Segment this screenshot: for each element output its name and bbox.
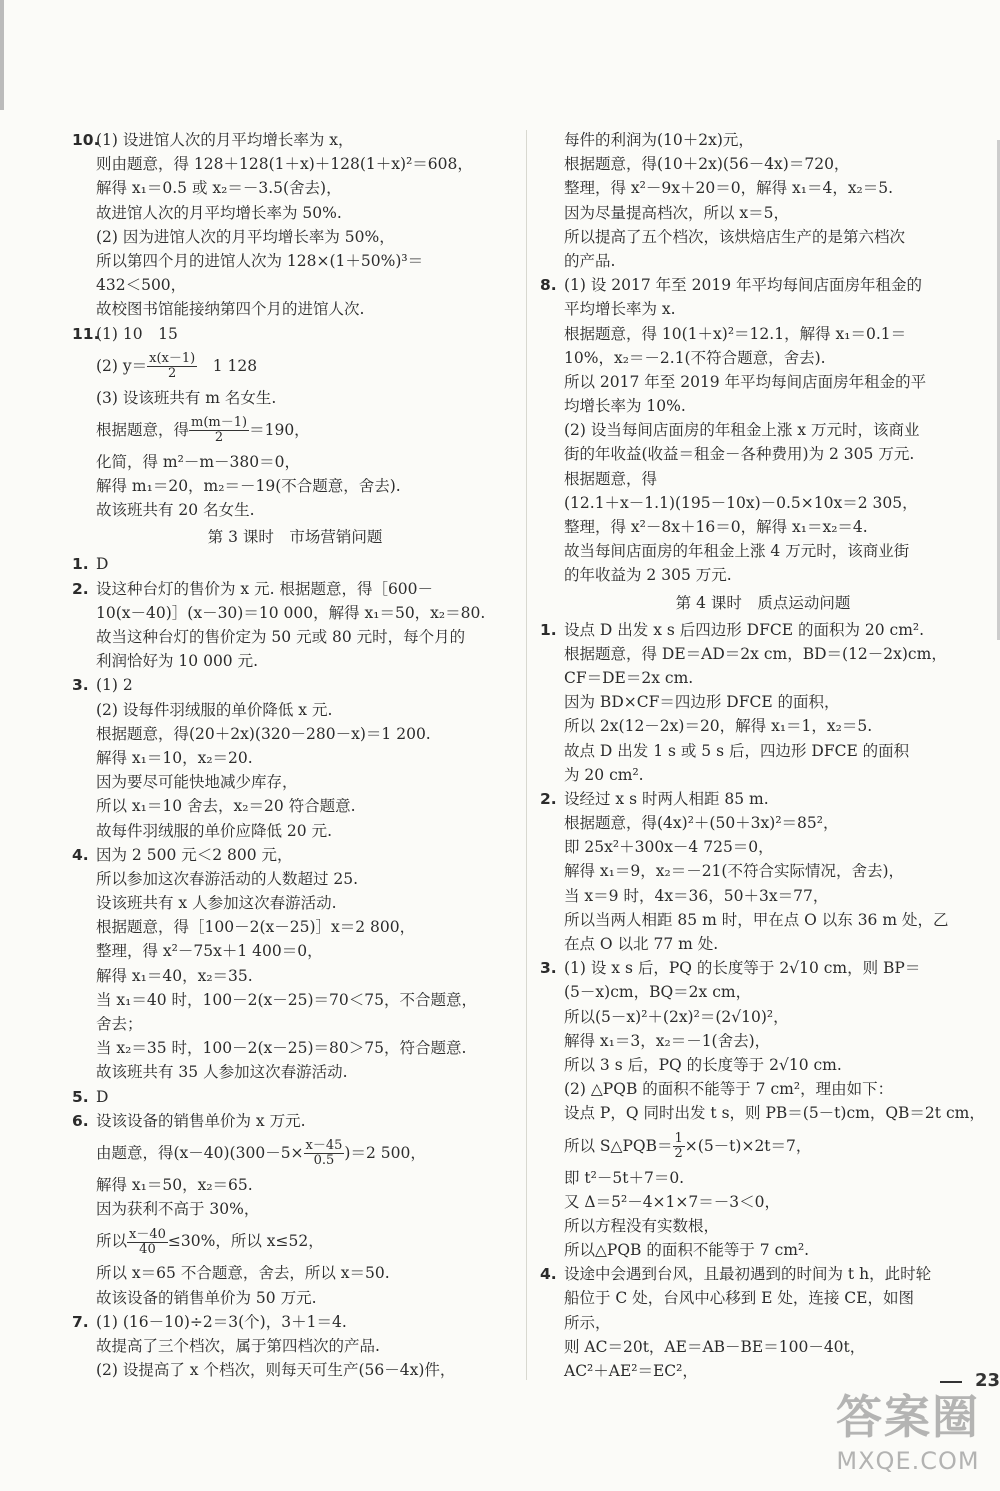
question-line — [72, 552, 510, 576]
formula-prefix: 所以 — [96, 1232, 128, 1251]
answer-line: 故该班共有 20 名女生. — [96, 501, 255, 520]
question-number: 2. — [540, 789, 557, 808]
answer-line: 根据题意，得(20＋2x)(320－280－x)＝1 200. — [96, 724, 431, 743]
question-line — [540, 618, 978, 642]
answer-text: (1) 设进馆人次的月平均增长率为 x， — [96, 131, 354, 149]
question-line — [72, 673, 510, 697]
answer-line: 所以 3 s 后，PQ 的长度等于 2√10 cm. — [564, 1055, 842, 1074]
answer-line: 故进馆人次的月平均增长率为 50%. — [96, 203, 342, 222]
answer-line: 所以方程没有实数根， — [564, 1216, 720, 1235]
answer-line: 在点 O 以北 77 m 处. — [564, 935, 719, 953]
answer-line: 的年收益为 2 305 万元. — [564, 566, 732, 585]
answer-line: 根据题意，得 10(1＋x)²＝12.1，解得 x₁＝0.1＝ — [564, 324, 907, 343]
answer-line: 所以 2017 年至 2019 年平均每间店面房年租金的平 — [564, 372, 927, 391]
answer-line: 所示， — [564, 1313, 611, 1332]
answer-line: (2) 因为进馆人次的月平均增长率为 50%， — [96, 227, 395, 246]
answer-line: 因为尽量提高档次，所以 x＝5， — [564, 203, 790, 222]
column-divider — [526, 130, 527, 1380]
answer-line: 解得 x₁＝50，x₂＝65. — [96, 1175, 253, 1194]
answer-line: (2) 设每件羽绒服的单价降低 x 元. — [96, 700, 333, 719]
answer-line: 故提高了三个档次，属于第四档次的产品. — [96, 1336, 380, 1355]
formula-line — [80, 410, 510, 450]
answer-line: 所以 2x(12－2x)＝20，解得 x₁＝1，x₂＝5. — [564, 717, 873, 736]
answer-line: 舍去； — [96, 1015, 143, 1033]
answer-line: 故该班共有 35 人参加这次春游活动. — [96, 1063, 348, 1082]
answer-line: 所以参加这次春游活动的人数超过 25. — [96, 869, 359, 888]
answer-line: 船位于 C 处，台风中心移到 E 处，连接 CE，如图 — [564, 1289, 914, 1308]
question-number: 7. — [72, 1312, 89, 1331]
fraction — [673, 1132, 685, 1161]
answer-line: (2) 设提高了 x 个档次，则每天可生产(56－4x)件， — [96, 1361, 456, 1380]
fraction — [189, 416, 249, 445]
answer-line: 平均增长率为 x. — [564, 300, 676, 319]
watermark-logo-text: 答案圈 — [836, 1390, 980, 1444]
answer-line: 整理，得 x²－9x＋20＝0，解得 x₁＝4，x₂＝5. — [564, 179, 894, 198]
formula-line — [80, 1133, 510, 1173]
fraction-numerator: 1 — [674, 1131, 683, 1146]
answer-line: (2) △PQB 的面积不能等于 7 cm²，理由如下： — [564, 1080, 894, 1099]
answer-text: (1) 2 — [96, 676, 133, 695]
page-number: 23 — [974, 1370, 1000, 1391]
answer-line: 设该班共有 x 人参加这次春游活动. — [96, 894, 337, 913]
watermark-logo — [836, 1381, 980, 1475]
answer-line: CF＝DE＝2x cm. — [564, 668, 694, 687]
right-column — [540, 128, 985, 1383]
formula-prefix: 由题意，得(x－40)(300－5× — [96, 1143, 304, 1162]
answer-text: (1) 10 15 — [96, 324, 178, 343]
answer-text: (1) 设 2017 年至 2019 年平均每间店面房年租金的 — [564, 276, 922, 295]
answer-line: 所以(5－x)²＋(2x)²＝(2√10)²， — [564, 1007, 789, 1026]
answer-line: 当 x＝9 时，4x＝36，50＋3x＝77， — [564, 886, 829, 905]
fraction-numerator: x－40 — [129, 1226, 166, 1242]
left-column — [72, 128, 510, 1382]
fraction-numerator: x(x－1) — [149, 351, 196, 367]
answer-line: 所以第四个月的进馆人次为 128×(1＋50%)³＝ — [96, 251, 424, 270]
answer-line: 故每件羽绒服的单价应降低 20 元. — [96, 821, 333, 840]
formula-line — [80, 1221, 510, 1261]
answer-line: 所以当两人相距 85 m 时，甲在点 O 以东 36 m 处，乙 — [564, 910, 949, 929]
answer-line: 则由题意，得 128＋128(1＋x)＋128(1＋x)²＝608， — [96, 155, 473, 174]
formula-suffix: ×(5－t)×2t＝7， — [684, 1136, 812, 1155]
answer-line: 所以△PQB 的面积不能等于 7 cm². — [564, 1241, 810, 1260]
answer-line: 每件的利润为(10＋2x)元， — [564, 131, 754, 149]
formula-suffix: )＝2 500， — [344, 1143, 426, 1162]
formula-line — [80, 346, 510, 386]
answer-line: 故校图书馆能接纳第四个月的进馆人次. — [96, 300, 365, 319]
answer-text: (1) (16－10)÷2＝3(个)，3＋1＝4. — [96, 1312, 347, 1331]
answer-line: 因为获利不高于 30%， — [96, 1200, 260, 1219]
formula-suffix: ≤30%，所以 x≤52， — [167, 1232, 324, 1251]
answer-line: 化简，得 m²－m－380＝0， — [96, 452, 300, 471]
answer-line: 解得 x₁＝40，x₂＝35. — [96, 966, 253, 985]
question-line — [72, 843, 510, 867]
question-line — [540, 956, 978, 980]
question-number: 1. — [72, 555, 89, 574]
answer-line: 所以 x₁＝10 舍去，x₂＝20 符合题意. — [96, 797, 356, 816]
answer-text: D — [96, 555, 109, 574]
question-number: 2. — [72, 579, 89, 598]
answer-text: D — [96, 1087, 109, 1106]
answer-text: 设该设备的销售单价为 x 万元. — [96, 1111, 306, 1130]
answer-text: 设点 D 出发 x s 后四边形 DFCE 的面积为 20 cm². — [564, 620, 925, 639]
fraction-denominator: 0.5 — [313, 1153, 335, 1169]
answer-text: 因为 2 500 元＜2 800 元， — [96, 845, 293, 864]
answer-line: 根据题意，得(10＋2x)(56－4x)＝720， — [564, 155, 850, 174]
answer-line: 街的年收益(收益＝租金－各种费用)为 2 305 万元. — [564, 445, 915, 464]
answer-line: 解得 x₁＝3，x₂＝－1(舍去)， — [564, 1031, 771, 1050]
answer-line: 因为 BD×CF＝四边形 DFCE 的面积， — [564, 693, 840, 712]
answer-line: 解得 x₁＝9，x₂＝－21(不符合实际情况，舍去)， — [564, 862, 905, 881]
answer-line: (2) 设当每间店面房的年租金上涨 x 万元时，该商业 — [564, 421, 920, 440]
question-line — [72, 322, 510, 346]
formula-prefix: (2) y＝ — [96, 356, 148, 375]
answer-line: 10%，x₂＝－2.1(不符合题意，舍去). — [564, 348, 826, 367]
answer-line: 即 t²－5t＋7＝0. — [564, 1168, 685, 1187]
question-line — [540, 787, 978, 811]
answer-line: 所以提高了五个档次，该烘焙店生产的是第六档次 — [564, 227, 906, 246]
fraction-numerator: x－45 — [305, 1138, 343, 1154]
question-number: 3. — [540, 959, 557, 978]
fraction-denominator: 2 — [674, 1146, 683, 1161]
answer-text: (1) 设 x s 后，PQ 的长度等于 2√10 cm，则 BP＝ — [564, 959, 921, 978]
question-number: 3. — [72, 676, 89, 695]
answer-line: 根据题意，得 — [564, 469, 658, 488]
formula-prefix: 根据题意，得 — [96, 420, 190, 439]
answer-line: 故当这种台灯的售价定为 50 元或 80 元时，每个月的 — [96, 628, 466, 646]
fraction-denominator: 40 — [139, 1241, 156, 1257]
watermark-url: MXQE.COM — [836, 1447, 980, 1475]
answer-line: 所以 x＝65 不合题意，舍去，所以 x＝50. — [96, 1264, 390, 1283]
formula-line — [548, 1126, 978, 1166]
answer-line: 432＜500， — [96, 276, 187, 295]
question-number: 4. — [72, 845, 89, 864]
answer-line: 故点 D 出发 1 s 或 5 s 后，四边形 DFCE 的面积 — [564, 741, 910, 760]
answer-line: (3) 设该班共有 m 名女生. — [96, 388, 277, 407]
answer-line: 故该设备的销售单价为 50 万元. — [96, 1288, 317, 1307]
answer-line: 故当每间店面房的年租金上涨 4 万元时，该商业街 — [564, 542, 910, 561]
question-line — [540, 273, 978, 297]
answer-line: 因为要尽可能快地减少库存， — [96, 773, 298, 792]
answer-text: 设途中会遇到台风，且最初遇到的时间为 t h，此时轮 — [564, 1265, 932, 1284]
formula-suffix: 1 128 — [197, 356, 258, 375]
question-number: 10. — [72, 131, 100, 149]
formula-prefix: 所以 S△PQB＝ — [564, 1136, 673, 1155]
question-number: 1. — [540, 620, 557, 639]
answer-line: 则 AC＝20t，AE＝AB－BE＝100－40t， — [564, 1337, 866, 1356]
question-number: 4. — [540, 1265, 557, 1284]
answer-line: 解得 x₁＝0.5 或 x₂＝－3.5(舍去)， — [96, 179, 342, 198]
answer-line: 根据题意，得［100－2(x－25)］x＝2 800， — [96, 918, 416, 937]
fraction — [127, 1228, 168, 1257]
formula-suffix: ＝190， — [249, 420, 310, 439]
question-line — [540, 1262, 978, 1286]
answer-line: 的产品. — [564, 251, 616, 270]
answer-line: 利润恰好为 10 000 元. — [96, 652, 259, 671]
question-number: 6. — [72, 1111, 89, 1130]
question-line — [72, 1085, 510, 1109]
section-heading: 第 3 课时 市场营销问题 — [207, 528, 383, 547]
fraction-denominator: 2 — [214, 430, 224, 446]
question-line — [72, 577, 510, 601]
section-heading: 第 4 课时 质点运动问题 — [675, 593, 851, 612]
answer-text: 设这种台灯的售价为 x 元. 根据题意，得［600－ — [96, 579, 434, 598]
answer-line: 10(x－40)］(x－30)＝10 000，解得 x₁＝50，x₂＝80. — [96, 603, 486, 622]
left-edge-mark — [0, 0, 4, 110]
answer-line: 即 25x²＋300x－4 725＝0， — [564, 838, 774, 857]
answer-line: AC²＋AE²＝EC²， — [564, 1362, 698, 1380]
question-line — [72, 128, 510, 152]
answer-line: 根据题意，得(4x)²＋(50＋3x)²＝85²， — [564, 814, 839, 833]
fraction — [147, 352, 197, 381]
answer-line: 设点 P，Q 同时出发 t s，则 PB＝(5－t)cm，QB＝2t cm， — [564, 1104, 985, 1123]
answer-line: (5－x)cm，BQ＝2x cm， — [564, 983, 752, 1002]
question-number: 5. — [72, 1087, 89, 1106]
fraction-denominator: 2 — [168, 366, 177, 382]
answer-line: 根据题意，得 DE＝AD＝2x cm，BD＝(12－2x)cm， — [564, 644, 947, 663]
answer-line: 整理，得 x²－8x＋16＝0，解得 x₁＝x₂＝4. — [564, 518, 868, 536]
answer-line: 均增长率为 10%. — [564, 397, 686, 416]
question-number: 8. — [540, 276, 557, 295]
fraction-numerator: m(m－1) — [191, 415, 248, 431]
question-line — [72, 1310, 510, 1334]
answer-line: 当 x₁＝40 时，100－2(x－25)＝70＜75，不合题意， — [96, 990, 477, 1009]
answer-line: 解得 m₁＝20，m₂＝－19(不合题意，舍去). — [96, 477, 401, 496]
answer-line: 当 x₂＝35 时，100－2(x－25)＝80＞75，符合题意. — [96, 1039, 467, 1058]
question-line — [72, 1109, 510, 1133]
answer-text: 设经过 x s 时两人相距 85 m. — [564, 789, 769, 808]
answer-line: 整理，得 x²－75x＋1 400＝0， — [96, 942, 323, 961]
answer-line: 为 20 cm². — [564, 765, 644, 784]
answer-line: 又 Δ＝5²－4×1×7＝－3＜0， — [564, 1192, 780, 1211]
question-number: 11. — [72, 324, 100, 343]
answer-line: 解得 x₁＝10，x₂＝20. — [96, 748, 253, 767]
answer-line: (12.1＋x－1.1)(195－10x)－0.5×10x＝2 305， — [564, 493, 918, 512]
fraction — [304, 1139, 345, 1168]
